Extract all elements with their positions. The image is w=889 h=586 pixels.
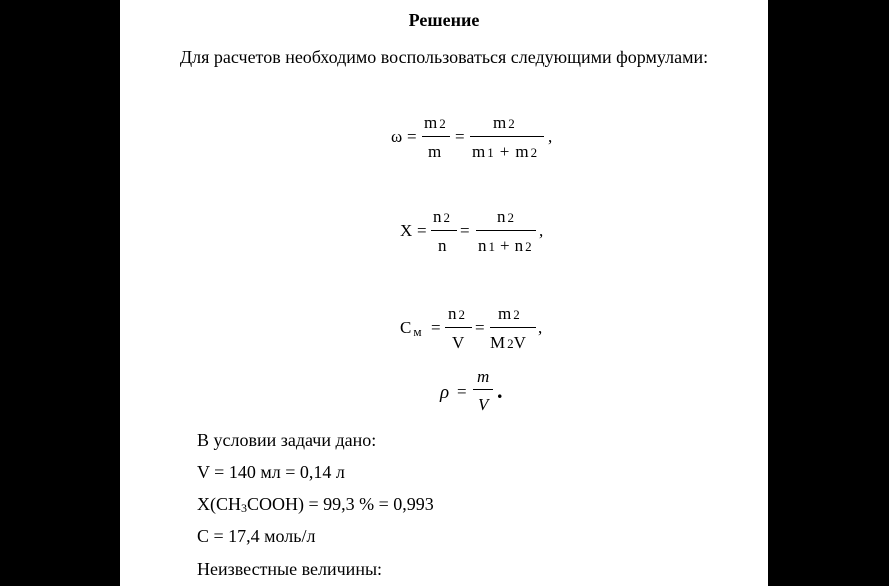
x-num2: n 2 — [497, 207, 514, 226]
x-eq1: = — [417, 221, 427, 240]
x-den1: n — [438, 236, 447, 255]
given-title: В условии задачи дано: — [197, 430, 377, 450]
rho-eq: = — [457, 382, 467, 401]
unknown-title: Неизвестные величины: — [197, 559, 383, 579]
cm-tail: , — [538, 318, 543, 337]
omega-eq2: = — [455, 127, 465, 146]
x-bar2 — [476, 230, 536, 231]
rho-num: m — [477, 367, 490, 386]
given-concentration: C = 17,4 моль/л — [197, 526, 316, 546]
x-lhs: X — [400, 221, 413, 240]
rho-bar — [473, 389, 493, 390]
given-volume: V = 140 мл = 0,14 л — [197, 462, 345, 482]
given-fraction: $X(CH_3COOH) = 99,3$ % = 0,993 — [197, 494, 434, 515]
omega-bar2 — [470, 136, 544, 137]
omega-den2: m 1 + m 2 — [472, 142, 538, 161]
cm-eq1: = — [431, 318, 441, 337]
cm-bar2 — [490, 327, 536, 328]
cm-bar1 — [445, 327, 472, 328]
omega-eq1: = — [407, 127, 417, 146]
cm-lhs: C $_м$ — [400, 318, 422, 339]
cm-den1: V — [452, 333, 465, 352]
rho-lhs: ρ — [440, 382, 450, 403]
intro-text: Для расчетов необходимо воспользоваться следующими формулами: — [179, 47, 709, 67]
omega-num1: m 2 — [424, 113, 446, 132]
heading: Решение — [408, 10, 480, 30]
omega-den1: m — [428, 142, 442, 161]
omega-lhs: ω — [391, 127, 403, 146]
omega-tail: , — [548, 127, 553, 146]
cm-num2: m 2 — [498, 304, 520, 323]
x-num1: n 2 — [433, 207, 450, 226]
rho-tail: . — [497, 378, 503, 403]
x-eq2: = — [460, 221, 470, 240]
cm-eq2: = — [475, 318, 485, 337]
x-bar1 — [431, 230, 457, 231]
x-den2: n 1 + n 2 — [478, 236, 532, 255]
solution-page — [120, 0, 768, 586]
cm-den2: M 2V — [490, 333, 526, 352]
x-tail: , — [539, 221, 544, 240]
cm-num1: n 2 — [448, 304, 465, 323]
omega-bar1 — [422, 136, 450, 137]
rho-den: V — [478, 395, 489, 414]
omega-num2: m 2 — [493, 113, 515, 132]
